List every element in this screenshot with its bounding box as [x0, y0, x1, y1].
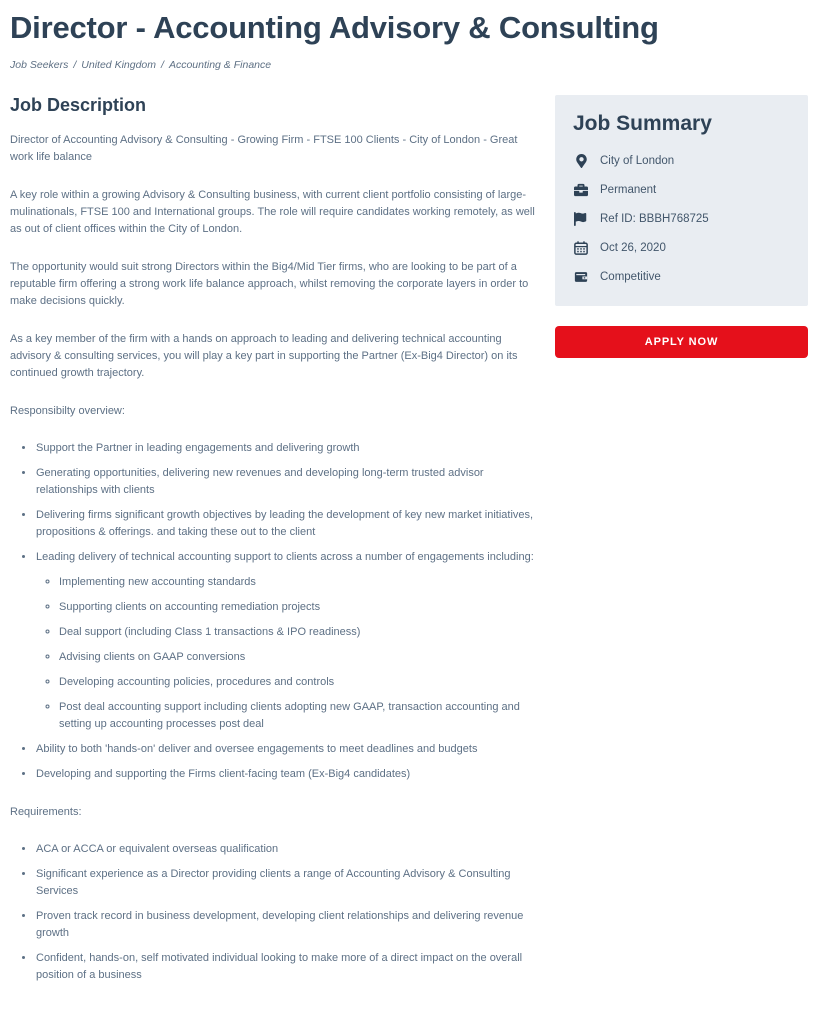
list-item: [35, 549, 538, 733]
list-item-text: Ability to both 'hands-on' deliver and oversee engagements to meet deadlines and budgets: [36, 743, 478, 755]
list-item-text: Post deal accounting support including clients adopting new GAAP, transaction accounting and setting up accounting processes post deal: [59, 701, 520, 730]
summary-item-label: Permanent: [600, 184, 657, 196]
breadcrumb-job-seekers[interactable]: Job Seekers: [10, 59, 69, 71]
list-item-text: Generating opportunities, delivering new revenues and developing long-term trusted advisor relationships with clients: [36, 467, 484, 496]
location-pin-icon: [573, 154, 589, 168]
job-description-paragraph: Director of Accounting Advisory & Consulting - Growing Firm - FTSE 100 Clients - City of London - Great work life balance: [10, 134, 518, 163]
list-item-text: Significant experience as a Director providing clients a range of Accounting Advisory & Consulting Services: [36, 868, 511, 897]
list-item: [59, 649, 538, 666]
list-item: [59, 624, 538, 641]
breadcrumb-separator: /: [73, 59, 77, 71]
summary-item-job-type: [573, 183, 790, 197]
apply-now-button[interactable]: APPLY NOW: [555, 326, 808, 358]
summary-item-salary: [573, 270, 790, 284]
list-item: [35, 465, 538, 499]
breadcrumb-united-kingdom[interactable]: United Kingdom: [81, 59, 157, 71]
list-item-text: ACA or ACCA or equivalent overseas qualification: [36, 843, 279, 855]
job-summary-card: [555, 95, 808, 306]
list-item-text: Implementing new accounting standards: [59, 576, 256, 588]
job-description-paragraph: A key role within a growing Advisory & Consulting business, with current client portfolio consisting of large-mulinationals, FTSE 100 and International groups. The role will require candidates working remotely, as well as out of client offices within the City of London.: [10, 189, 535, 235]
list-item-text: Advising clients on GAAP conversions: [59, 651, 246, 663]
calendar-icon: [573, 241, 589, 255]
flag-icon: [573, 212, 589, 226]
responsibilities-label: Responsibilty overview:: [10, 405, 125, 417]
list-item: [59, 674, 538, 691]
list-item: [59, 699, 538, 733]
list-item-text: Developing accounting policies, procedures and controls: [59, 676, 335, 688]
briefcase-icon: [573, 183, 589, 197]
wallet-icon: [573, 270, 589, 284]
list-item: [59, 599, 538, 616]
summary-item-date: [573, 241, 790, 255]
job-description-paragraph: The opportunity would suit strong Directors within the Big4/Mid Tier firms, who are looking to be part of a reputable firm offering a strong work life balance approach, whilst removing the corporate layers in order to make decisions quickly.: [10, 261, 529, 307]
list-item: [35, 866, 538, 900]
responsibilities-sublist: [36, 574, 538, 733]
summary-item-label: City of London: [600, 155, 675, 167]
job-description-paragraph: As a key member of the firm with a hands on approach to leading and delivering technical accounting advisory & consulting services, you will play a key part in supporting the Partner (Ex-Big4 Director) on its continued growth trajectory.: [10, 333, 518, 379]
job-description-heading: Job Description: [10, 95, 147, 115]
list-item-text: Deal support (including Class 1 transactions & IPO readiness): [59, 626, 361, 638]
list-item-text: Supporting clients on accounting remediation projects: [59, 601, 321, 613]
requirements-list: [10, 841, 538, 984]
list-item: [35, 766, 538, 783]
summary-item-label: Ref ID: BBBH768725: [600, 213, 709, 225]
main-columns: [10, 95, 808, 1005]
page-title: Director - Accounting Advisory & Consulting: [10, 10, 659, 45]
list-item-text: Delivering firms significant growth objectives by leading the development of key new market initiatives, propositions & offerings. and taking these out to the client: [36, 509, 534, 538]
job-description-section: [10, 95, 538, 1005]
requirements-label: Requirements:: [10, 806, 82, 818]
breadcrumb: [10, 59, 808, 71]
list-item: [35, 841, 538, 858]
list-item-text: Leading delivery of technical accounting support to clients across a number of engagements including:: [36, 551, 534, 563]
list-item-text: Confident, hands-on, self motivated individual looking to make more of a direct impact on the overall position of a business: [36, 952, 523, 981]
list-item-text: Support the Partner in leading engagements and delivering growth: [36, 442, 360, 454]
list-item: [35, 908, 538, 942]
breadcrumb-accounting-finance[interactable]: Accounting & Finance: [168, 59, 272, 71]
job-summary-sidebar: [555, 95, 808, 358]
breadcrumb-separator: /: [161, 59, 164, 71]
summary-item-location: [573, 154, 790, 168]
list-item: [35, 507, 538, 541]
list-item: [35, 440, 538, 457]
list-item: [35, 950, 538, 984]
summary-item-ref-id: [573, 212, 790, 226]
job-summary-heading: Job Summary: [573, 112, 712, 135]
list-item: [35, 741, 538, 758]
summary-item-label: Oct 26, 2020: [600, 242, 666, 254]
summary-item-label: Competitive: [600, 271, 661, 283]
list-item-text: Proven track record in business development, developing client relationships and delivering revenue growth: [36, 910, 524, 939]
list-item-text: Developing and supporting the Firms client-facing team (Ex-Big4 candidates): [36, 768, 411, 780]
responsibilities-list: [10, 440, 538, 783]
list-item: [59, 574, 538, 591]
